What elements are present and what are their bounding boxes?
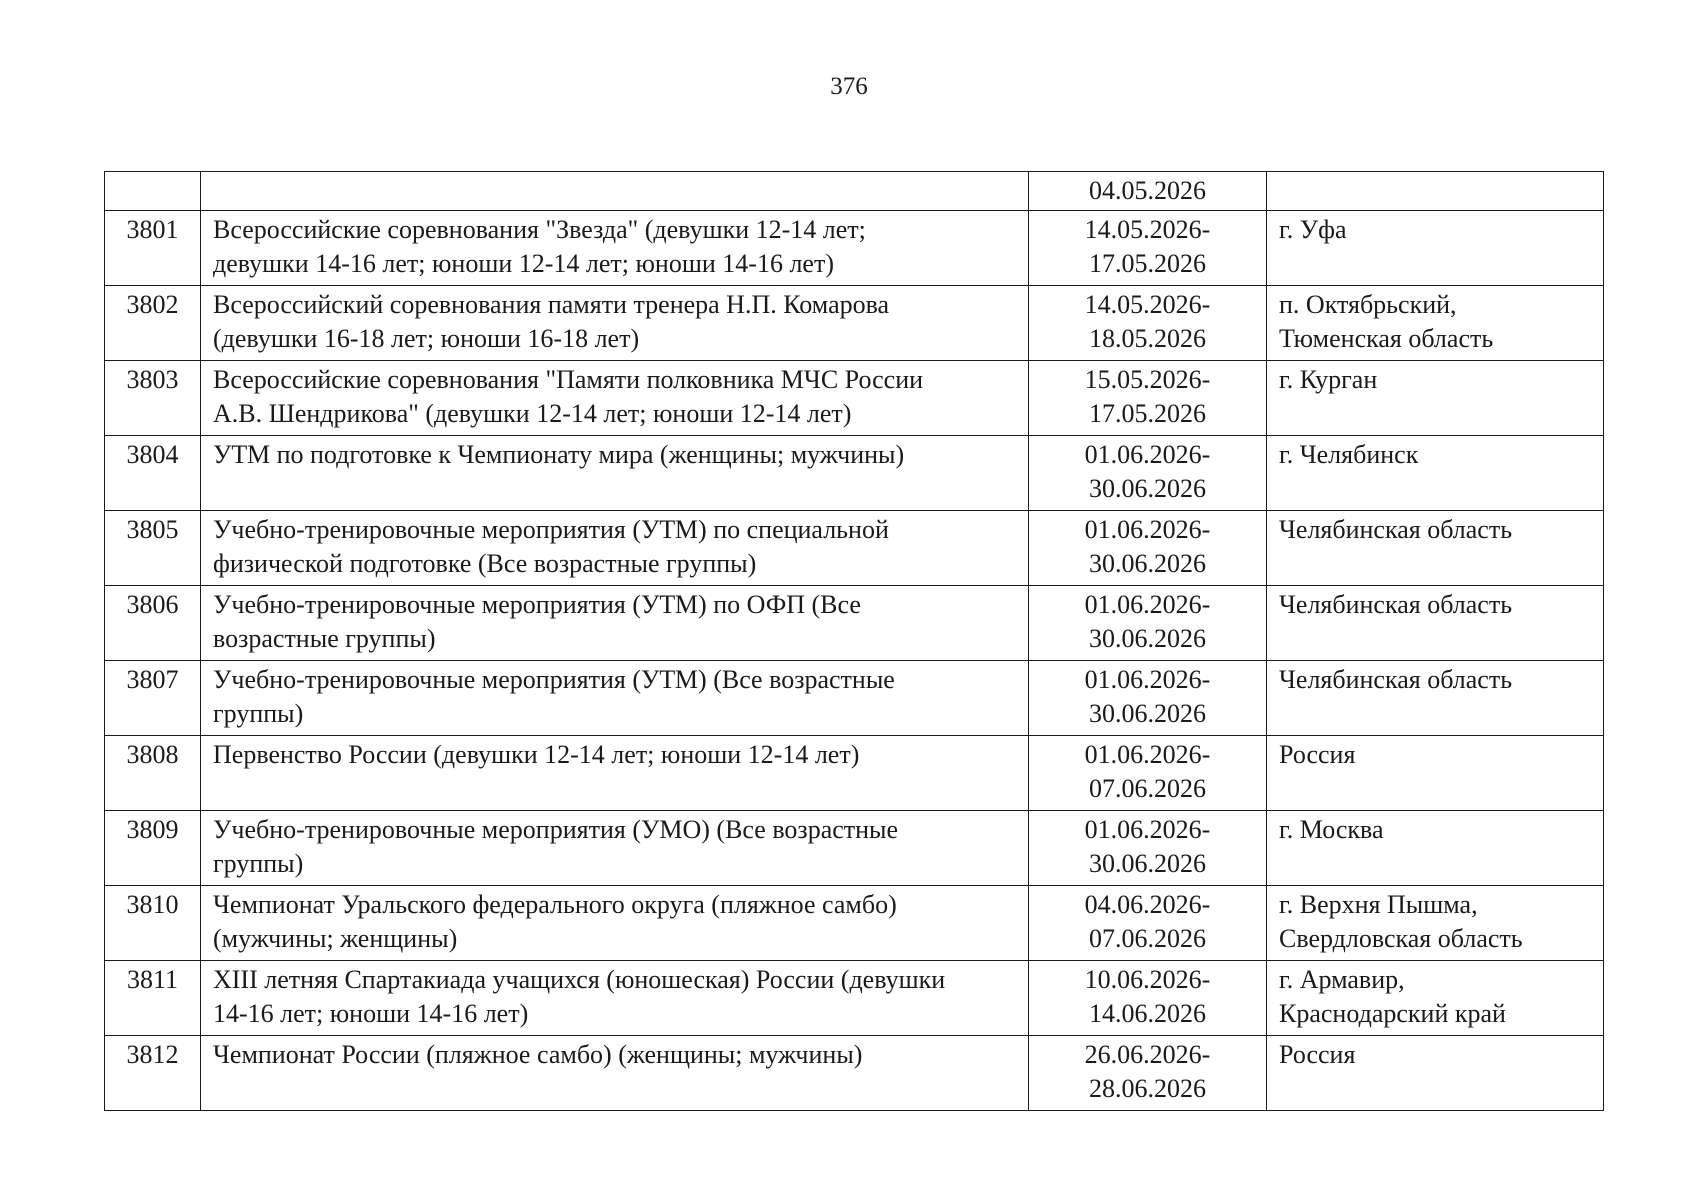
place-line: Краснодарский край xyxy=(1279,999,1506,1028)
table-row-continuation xyxy=(105,172,1604,211)
table-row xyxy=(105,736,1604,811)
cell-number: 3804 xyxy=(105,436,201,511)
cell-number: 3801 xyxy=(105,211,201,286)
event-name-line: (мужчины; женщины) xyxy=(213,924,458,953)
cell-number: 3802 xyxy=(105,286,201,361)
place-line: г. Армавир, xyxy=(1279,965,1405,994)
date-line: 17.05.2026 xyxy=(1089,249,1206,278)
cell-event-name xyxy=(201,211,1029,286)
cell-number: 3812 xyxy=(105,1036,201,1111)
place-line: Тюменская область xyxy=(1279,324,1494,353)
cell-dates xyxy=(1029,886,1267,961)
event-name-line: УТМ по подготовке к Чемпионату мира (женщины; мужчины) xyxy=(213,440,905,469)
cell-place xyxy=(1267,661,1604,736)
event-name-line: физической подготовке (Все возрастные группы) xyxy=(213,549,757,578)
cell-place xyxy=(1267,361,1604,436)
cell-event-name xyxy=(201,736,1029,811)
table-row xyxy=(105,811,1604,886)
date-line: 01.06.2026- xyxy=(1084,590,1211,619)
place-line: Челябинская область xyxy=(1279,665,1513,694)
event-name-line: 14-16 лет; юноши 14-16 лет) xyxy=(213,999,529,1028)
event-name-line: Учебно-тренировочные мероприятия (УТМ) (Все возрастные xyxy=(213,665,895,694)
cell-event-name xyxy=(201,511,1029,586)
cell-number: 3810 xyxy=(105,886,201,961)
place-line: г. Курган xyxy=(1279,365,1378,394)
cell-number: 3811 xyxy=(105,961,201,1036)
date-line: 30.06.2026 xyxy=(1089,849,1206,878)
table-row xyxy=(105,1036,1604,1111)
place-line: г. Москва xyxy=(1279,815,1384,844)
cell-dates xyxy=(1029,736,1267,811)
place-line: г. Верхня Пышма, xyxy=(1279,890,1478,919)
place-line: Челябинская область xyxy=(1279,515,1513,544)
cell-event-name xyxy=(201,661,1029,736)
event-name-line: Первенство России (девушки 12-14 лет; юноши 12-14 лет) xyxy=(213,740,860,769)
cell-dates xyxy=(1029,286,1267,361)
date-line: 07.06.2026 xyxy=(1089,774,1206,803)
date-line: 26.06.2026- xyxy=(1084,1040,1211,1069)
cell-place xyxy=(1267,736,1604,811)
cell-dates xyxy=(1029,436,1267,511)
date-line: 30.06.2026 xyxy=(1089,624,1206,653)
date-line: 01.06.2026- xyxy=(1084,815,1211,844)
cell-dates xyxy=(1029,361,1267,436)
date-line: 30.06.2026 xyxy=(1089,699,1206,728)
date-line: 15.05.2026- xyxy=(1084,365,1211,394)
page-number: 376 xyxy=(830,73,868,100)
table-row xyxy=(105,436,1604,511)
date-line: 01.06.2026- xyxy=(1084,515,1211,544)
date-line: 01.06.2026- xyxy=(1084,665,1211,694)
cell-place xyxy=(1267,211,1604,286)
cell-event-name xyxy=(201,361,1029,436)
place-line: Россия xyxy=(1279,740,1356,769)
cell-place xyxy=(1267,511,1604,586)
table-row xyxy=(105,361,1604,436)
event-name-line: Чемпионат России (пляжное самбо) (женщины; мужчины) xyxy=(213,1040,863,1069)
cell-number: 3808 xyxy=(105,736,201,811)
event-name-line: А.В. Шендрикова" (девушки 12-14 лет; юноши 12-14 лет) xyxy=(213,399,852,428)
table-row xyxy=(105,961,1604,1036)
cell-event-name xyxy=(201,436,1029,511)
cell-place xyxy=(1267,436,1604,511)
place-line: п. Октябрьский, xyxy=(1279,290,1457,319)
place-line: Свердловская область xyxy=(1279,924,1523,953)
event-name-line: (девушки 16-18 лет; юноши 16-18 лет) xyxy=(213,324,640,353)
cell-event-name xyxy=(201,811,1029,886)
cell-place xyxy=(1267,286,1604,361)
place-line: Россия xyxy=(1279,1040,1356,1069)
date-line: 28.06.2026 xyxy=(1089,1074,1206,1103)
cell-event-name xyxy=(201,961,1029,1036)
events-table xyxy=(104,171,1604,1111)
table-row xyxy=(105,511,1604,586)
cell-number: 3806 xyxy=(105,586,201,661)
cell-dates xyxy=(1029,586,1267,661)
event-name-line: Учебно-тренировочные мероприятия (УМО) (Все возрастные xyxy=(213,815,899,844)
place-line: г. Челябинск xyxy=(1279,440,1419,469)
place-line: Челябинская область xyxy=(1279,590,1513,619)
cell-dates xyxy=(1029,211,1267,286)
cell-dates xyxy=(1029,511,1267,586)
cell-dates xyxy=(1029,961,1267,1036)
date-line: 14.05.2026- xyxy=(1084,290,1211,319)
event-name-line: Всероссийские соревнования "Памяти полковника МЧС России xyxy=(213,365,924,394)
cell-place xyxy=(1267,586,1604,661)
cell-place xyxy=(1267,886,1604,961)
date-line: 14.05.2026- xyxy=(1084,215,1211,244)
cell-place xyxy=(1267,811,1604,886)
events-table-body xyxy=(105,172,1604,1111)
cell-place xyxy=(1267,1036,1604,1111)
table-row xyxy=(105,661,1604,736)
date-line: 04.06.2026- xyxy=(1084,890,1211,919)
table-row xyxy=(105,586,1604,661)
event-name-line: Всероссийский соревнования памяти тренера Н.П. Комарова xyxy=(213,290,890,319)
date-line: 07.06.2026 xyxy=(1089,924,1206,953)
cell-event-name xyxy=(201,286,1029,361)
date-line: 17.05.2026 xyxy=(1089,399,1206,428)
cell-place xyxy=(1267,172,1604,211)
date-line: 10.06.2026- xyxy=(1084,965,1211,994)
date-line: 04.05.2026 xyxy=(1089,176,1206,205)
event-name-line: Учебно-тренировочные мероприятия (УТМ) по ОФП (Все xyxy=(213,590,861,619)
table-row xyxy=(105,211,1604,286)
event-name-line: Чемпионат Уральского федерального округа (пляжное самбо) xyxy=(213,890,897,919)
cell-number: 3805 xyxy=(105,511,201,586)
event-name-line: XIII летняя Спартакиада учащихся (юношеская) России (девушки xyxy=(213,965,946,994)
event-name-line: возрастные группы) xyxy=(213,624,436,653)
table-row xyxy=(105,286,1604,361)
date-line: 01.06.2026- xyxy=(1084,740,1211,769)
event-name-line: девушки 14-16 лет; юноши 12-14 лет; юноши 14-16 лет) xyxy=(213,249,834,278)
event-name-line: Учебно-тренировочные мероприятия (УТМ) по специальной xyxy=(213,515,889,544)
table-row xyxy=(105,886,1604,961)
cell-dates xyxy=(1029,661,1267,736)
place-line: г. Уфа xyxy=(1279,215,1347,244)
date-line: 30.06.2026 xyxy=(1089,549,1206,578)
cell-event-name xyxy=(201,586,1029,661)
cell-dates xyxy=(1029,1036,1267,1111)
cell-event-name xyxy=(201,1036,1029,1111)
date-line: 01.06.2026- xyxy=(1084,440,1211,469)
cell-dates xyxy=(1029,172,1267,211)
cell-place xyxy=(1267,961,1604,1036)
event-name-line: Всероссийские соревнования "Звезда" (девушки 12-14 лет; xyxy=(213,215,866,244)
cell-number: 3809 xyxy=(105,811,201,886)
date-line: 14.06.2026 xyxy=(1089,999,1206,1028)
cell-number: 3803 xyxy=(105,361,201,436)
cell-dates xyxy=(1029,811,1267,886)
date-line: 18.05.2026 xyxy=(1089,324,1206,353)
cell-number: 3807 xyxy=(105,661,201,736)
event-name-line: группы) xyxy=(213,699,304,728)
cell-event-name xyxy=(201,886,1029,961)
event-name-line: группы) xyxy=(213,849,304,878)
date-line: 30.06.2026 xyxy=(1089,474,1206,503)
cell-number xyxy=(105,172,201,211)
cell-event-name xyxy=(201,172,1029,211)
